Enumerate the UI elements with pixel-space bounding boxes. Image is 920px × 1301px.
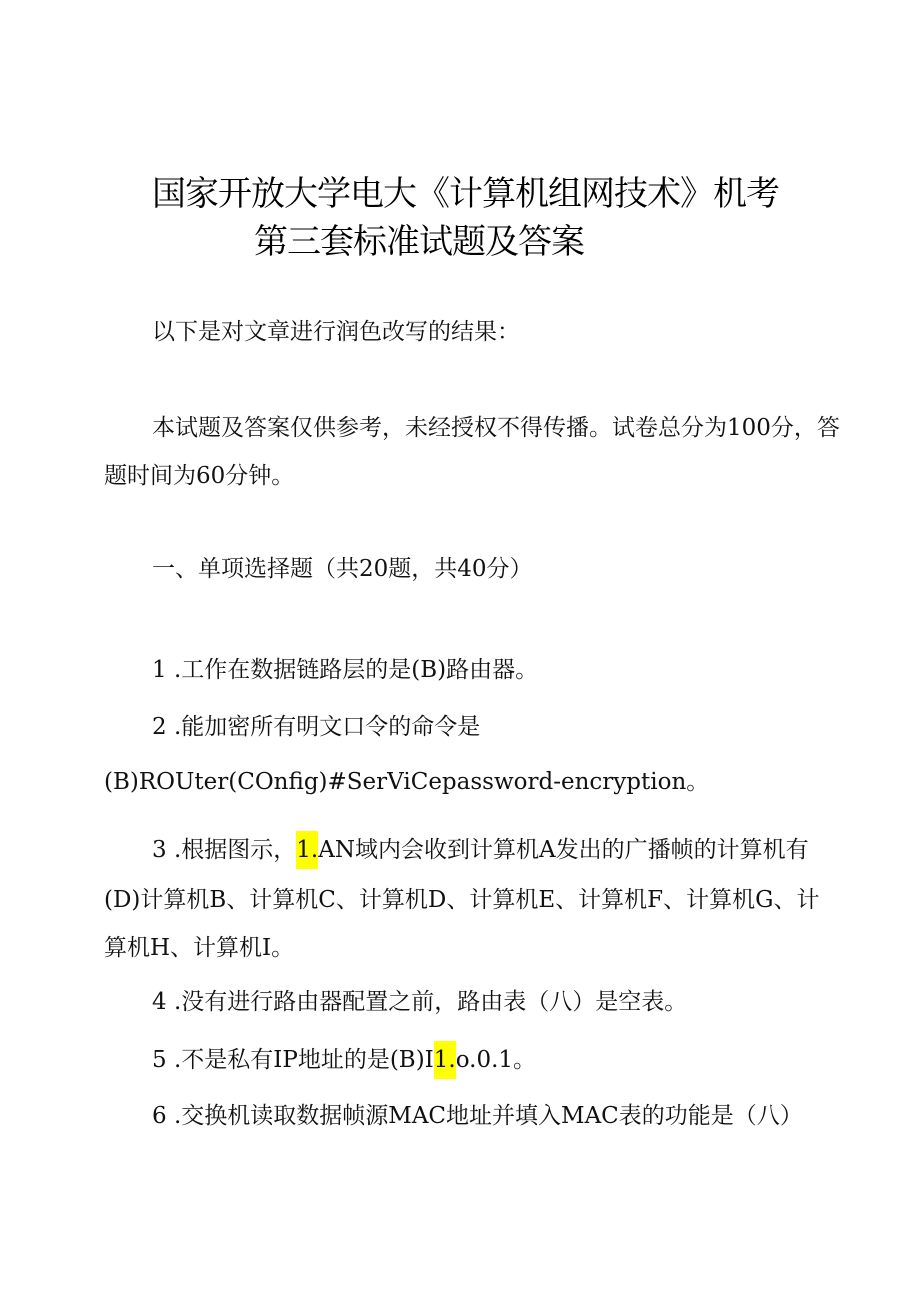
question-item-5 [152, 1036, 536, 1084]
item-text: .不是私有IP地址的是(B)I [166, 1047, 434, 1073]
title-line-2: 第三套标准试题及答案 [254, 222, 584, 262]
item-text: .交换机读取数据帧源MAC地址并填入MAC表的功能是（八） [166, 1103, 803, 1129]
section-heading: 一、单项选择题（共20题，共40分） [152, 556, 533, 582]
question-item-3 [152, 826, 809, 874]
item-number: 5 [152, 1047, 167, 1073]
highlighted-text: 1. [434, 1041, 456, 1079]
item-number: 3 [152, 837, 167, 863]
item-text: .能加密所有明文口令的命令是 [166, 714, 481, 740]
question-item-1 [152, 646, 538, 694]
item-number: 1 [152, 657, 167, 683]
question-item-3-continuation-2: 算机H、计算机I。 [104, 935, 295, 961]
item-number: 2 [152, 714, 167, 740]
question-item-3-continuation-1: (D)计算机B、计算机C、计算机D、计算机E、计算机F、计算机G、计 [104, 887, 820, 913]
item-text: .没有进行路由器配置之前，路由表（八）是空表。 [166, 989, 688, 1015]
notice-paragraph-line-2: 题时间为60分钟。 [104, 463, 295, 489]
question-item-6 [152, 1092, 803, 1140]
question-item-2-continuation: (B)ROUter(COnfig)#SerViCepassword-encryption。 [104, 769, 710, 795]
intro-paragraph: 以下是对文章进行润色改写的结果： [152, 319, 520, 345]
item-number: 6 [152, 1103, 167, 1129]
question-item-4 [152, 978, 687, 1026]
title-line-1: 国家开放大学电大《计算机组网技术》机考 [152, 174, 779, 214]
question-item-2 [152, 703, 480, 751]
item-number: 4 [152, 989, 167, 1015]
item-text: .根据图示， [166, 837, 297, 863]
document-title [152, 170, 842, 266]
highlighted-text: 1. [296, 831, 318, 869]
item-text: .工作在数据链路层的是(B)路由器。 [166, 657, 539, 683]
item-text: o.0.1。 [455, 1047, 537, 1073]
item-text: AN域内会收到计算机A发出的广播帧的计算机有 [318, 837, 809, 863]
notice-paragraph-line-1: 本试题及答案仅供参考，未经授权不得传播。试卷总分为100分，答 [152, 415, 840, 441]
